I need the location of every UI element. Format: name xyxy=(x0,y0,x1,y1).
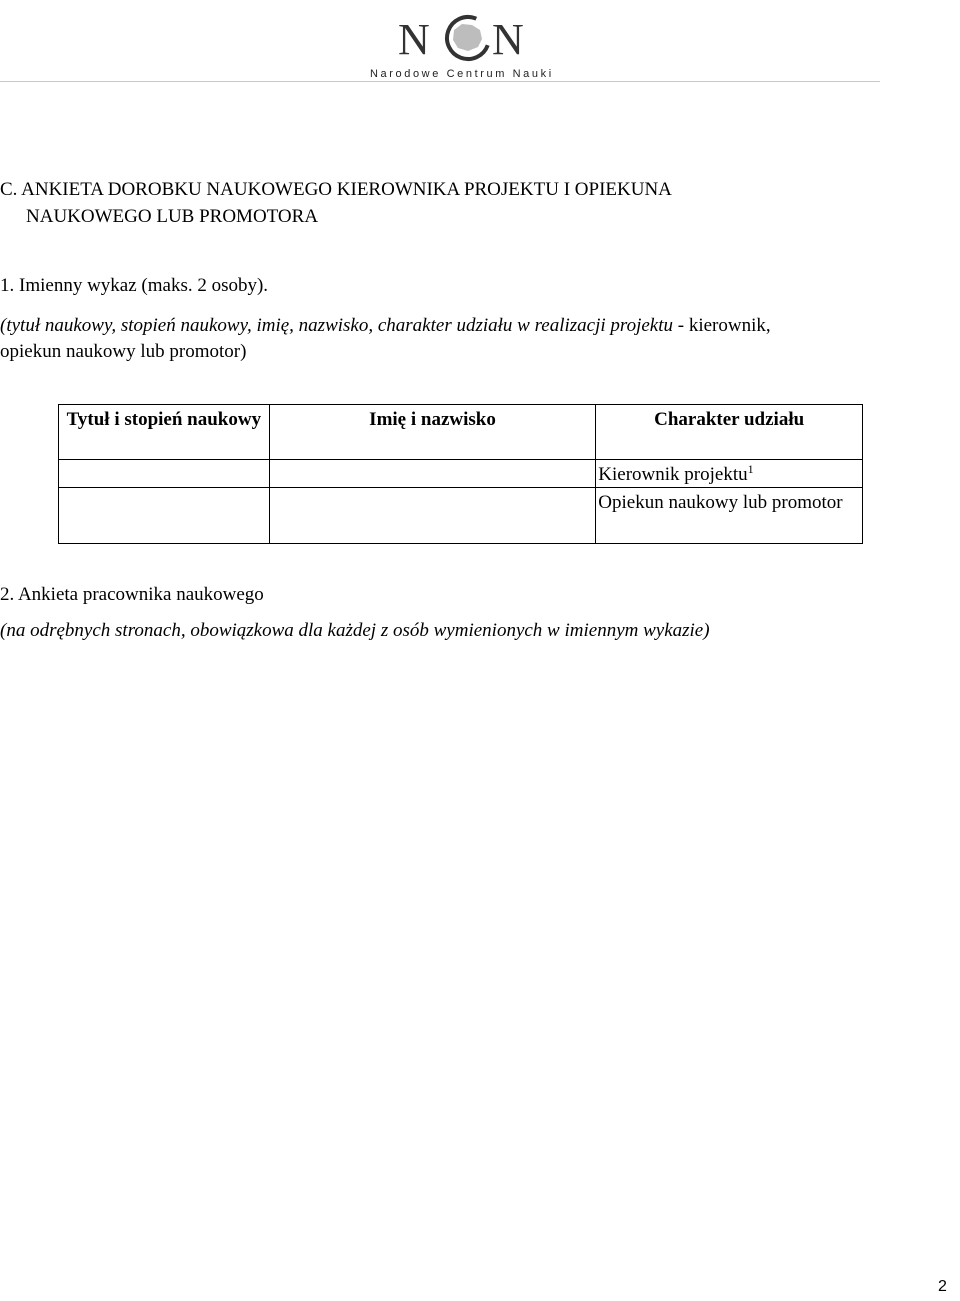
header-divider xyxy=(0,81,880,82)
column-header-title: Tytuł i stopień naukowy xyxy=(59,405,270,460)
column-header-name: Imię i nazwisko xyxy=(269,405,596,460)
logo-text: Narodowe Centrum Nauki xyxy=(370,68,554,80)
ncn-logo xyxy=(370,4,570,82)
logo-letter-n1: N xyxy=(398,15,430,62)
cell-role-2 xyxy=(596,488,863,544)
table-row xyxy=(59,460,863,488)
section-2-note: (na odrębnych stronach, obowiązkowa dla każdej z osób wymienionych w imiennym wykazie) xyxy=(0,620,710,641)
poland-map-icon xyxy=(453,24,482,51)
footnote-marker: 1 xyxy=(747,462,754,476)
description-rest: - kierownik, xyxy=(673,315,771,336)
table-header-row xyxy=(59,405,863,460)
section-1-description xyxy=(0,313,771,339)
table-row xyxy=(59,488,863,544)
heading-line-2: NAUKOWEGO LUB PROMOTORA xyxy=(26,206,319,227)
heading-line-1: C. ANKIETA DOROBKU NAUKOWEGO KIEROWNIKA PROJEKTU I OPIEKUNA xyxy=(0,179,672,200)
logo-letter-n2: N xyxy=(492,15,524,62)
ncn-logo-mark xyxy=(396,12,536,62)
role-label: Kierownik projektu xyxy=(598,464,748,485)
section-heading xyxy=(0,176,672,230)
cell-name-1[interactable] xyxy=(269,460,596,488)
participants-table xyxy=(58,404,863,544)
section-1-title: 1. Imienny wykaz (maks. 2 osoby). xyxy=(0,275,269,296)
column-header-role: Charakter udziału xyxy=(596,405,863,460)
description-italic: (tytuł naukowy, stopień naukowy, imię, nazwisko, charakter udziału w realizacji projektu xyxy=(0,315,674,336)
cell-role-1 xyxy=(596,460,863,488)
cell-title-1[interactable] xyxy=(59,460,270,488)
section-2-title: 2. Ankieta pracownika naukowego xyxy=(0,584,264,605)
section-1-description-line2: opiekun naukowy lub promotor) xyxy=(0,341,247,362)
cell-name-2[interactable] xyxy=(269,488,596,544)
page-number: 2 xyxy=(938,1278,947,1295)
cell-title-2[interactable] xyxy=(59,488,270,544)
role-label: Opiekun naukowy lub promotor xyxy=(598,492,843,513)
